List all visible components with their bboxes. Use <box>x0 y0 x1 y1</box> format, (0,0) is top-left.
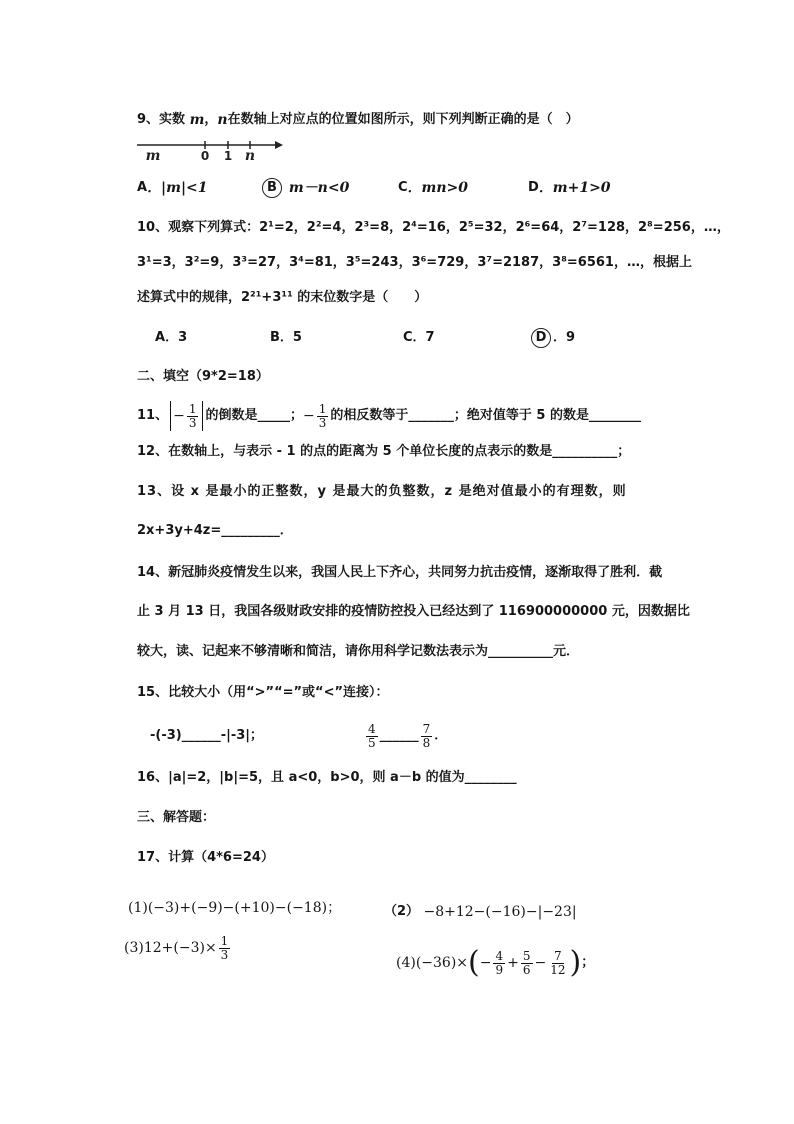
q14-line-1: 14、新冠肺炎疫情发生以来，我国人民上下齐心，共同努力抗击疫情，逐渐取得了胜利．截 <box>137 565 663 580</box>
fraction <box>493 950 505 977</box>
q9-rest: 在数轴上对应点的位置如图所示，则下列判断正确的是（ ） <box>227 112 579 127</box>
q15-part-b <box>364 720 447 752</box>
fraction <box>317 403 329 430</box>
denominator: 5 <box>368 735 376 750</box>
number-line <box>135 136 287 166</box>
option-text: ．m+1>0 <box>538 180 611 196</box>
denominator: 8 <box>422 735 431 750</box>
part-label: （2） <box>384 904 420 919</box>
numerator: 1 <box>188 401 197 416</box>
q17-title: 17、计算（4*6=24） <box>137 850 274 865</box>
minus-sign: − <box>302 408 315 424</box>
q10-line-3: 述算式中的规律，2²¹+3¹¹ 的末位数字是（ ） <box>137 290 428 305</box>
denominator: 9 <box>495 962 504 977</box>
q10-line-1: 10、观察下列算式：2¹=2，2²=4，2³=8，2⁴=16，2⁵=32，2⁶=64，2⁷=128，2⁸=256，…， <box>137 220 730 235</box>
option-text: ．|m|<1 <box>147 180 208 196</box>
q9-option-a <box>137 178 208 198</box>
q11-text-2: 的相反数等于_______；绝对值等于 5 的数是________ <box>330 408 641 423</box>
denominator: 3 <box>220 947 229 962</box>
minus-sign: − <box>534 955 547 971</box>
q10-line-2: 3¹=3，3²=9，3³=27，3⁴=81，3⁵=243，3⁶=729，3⁷=2187，3⁸=6561，…，根据上 <box>137 255 692 270</box>
q9-lead: 9、实数 <box>137 112 190 127</box>
denominator: 6 <box>522 962 531 977</box>
question-16: 16、|a|=2，|b|=5，且 a<0，b>0，则 a－b 的值为________ <box>137 770 517 785</box>
q15-title: 15、比较大小（用“>”“=”或“<”连接）： <box>137 685 389 700</box>
close-paren: ) <box>569 945 582 980</box>
q9-var-m: m <box>189 112 205 128</box>
q14-line-2: 止 3 月 13 日，我国各级财政安排的疫情防控投入已经达到了 116900000000 元，因数据比 <box>137 604 690 619</box>
option-letter: A <box>137 180 148 195</box>
q11-number: 11、 <box>137 408 169 423</box>
number-line-arrow <box>275 141 283 149</box>
minus-sign: − <box>479 955 492 971</box>
numerator: 1 <box>220 933 229 948</box>
numerator: 4 <box>495 948 504 963</box>
option-letter: B <box>270 330 280 345</box>
q9-comma: ， <box>204 112 218 127</box>
option-text: ．3 <box>165 330 188 345</box>
answer-blank: ______ <box>379 728 419 743</box>
axis-label-one: 1 <box>223 149 233 163</box>
q10-option-b <box>270 328 302 348</box>
numerator: 5 <box>522 948 531 963</box>
fraction <box>219 935 231 962</box>
axis-label-zero: 0 <box>200 149 210 163</box>
option-text: m－n<0 <box>284 180 350 196</box>
open-paren: ( <box>468 945 480 980</box>
option-text: ．5 <box>279 330 302 345</box>
question-12: 12、在数轴上，与表示 - 1 的点的距离为 5 个单位长度的点表示的数是__________； <box>137 444 631 459</box>
fraction <box>366 723 378 750</box>
q10-option-a <box>155 328 187 348</box>
period: ． <box>434 728 448 743</box>
numerator: 7 <box>422 721 431 736</box>
numerator: 1 <box>318 401 327 416</box>
q10-option-c <box>403 328 435 348</box>
option-letter: C <box>403 330 413 345</box>
axis-label-m: m <box>145 148 161 164</box>
expression: −8+12−(−16)−|−23| <box>419 904 577 920</box>
option-letter: C <box>398 180 408 195</box>
option-text: ．mn>0 <box>407 180 469 196</box>
minus-sign: − <box>173 408 185 424</box>
q9-option-b <box>262 178 349 198</box>
denominator: 3 <box>188 415 197 430</box>
axis-label-n: n <box>244 148 256 164</box>
q14-line-3: 较大，读、记起来不够清晰和简洁，请你用科学记数法表示为__________元． <box>137 644 580 659</box>
option-letter: A <box>155 330 166 345</box>
q9-option-c <box>398 178 468 198</box>
q13-line-2: 2x+3y+4z=_________． <box>137 523 293 538</box>
section-3-heading: 三、解答题： <box>137 810 216 825</box>
absolute-value <box>170 401 203 431</box>
q11-text-1: 的倒数是_____； <box>205 408 303 423</box>
fraction <box>187 403 199 430</box>
fraction <box>548 950 567 977</box>
denominator: 12 <box>550 962 566 977</box>
q9-var-n: n <box>217 112 228 128</box>
option-text: ．7 <box>412 330 435 345</box>
numerator: 7 <box>554 948 562 963</box>
numerator: 4 <box>368 721 376 736</box>
expression: (3)12+(−3)× <box>124 940 217 956</box>
plus-sign: + <box>507 955 519 971</box>
q17-part-3 <box>124 932 232 964</box>
expression: (4)(−36)× <box>396 955 469 971</box>
option-letter-circled: D <box>531 328 551 348</box>
q15-part-a: -(-3)______-|-3|； <box>150 728 264 743</box>
q17-part-4 <box>396 945 594 981</box>
semicolon: ； <box>581 955 595 970</box>
question-9 <box>137 111 579 129</box>
q13-line-1: 13、设 x 是最小的正整数，y 是最大的负整数，z 是绝对值最小的有理数，则 <box>137 484 627 499</box>
option-letter-circled: B <box>262 178 282 198</box>
option-text: ．9 <box>553 330 576 345</box>
q17-part-2 <box>384 903 577 921</box>
option-letter: D <box>528 180 539 195</box>
fraction <box>421 723 433 750</box>
section-2-heading: 二、填空（9*2=18） <box>137 369 269 384</box>
q10-option-d <box>531 328 575 348</box>
q17-part-1: (1)(−3)+(−9)−(+10)−(−18)； <box>128 900 342 916</box>
question-11 <box>137 400 641 432</box>
fraction <box>521 950 533 977</box>
q9-option-d <box>528 178 611 198</box>
denominator: 3 <box>318 415 327 430</box>
